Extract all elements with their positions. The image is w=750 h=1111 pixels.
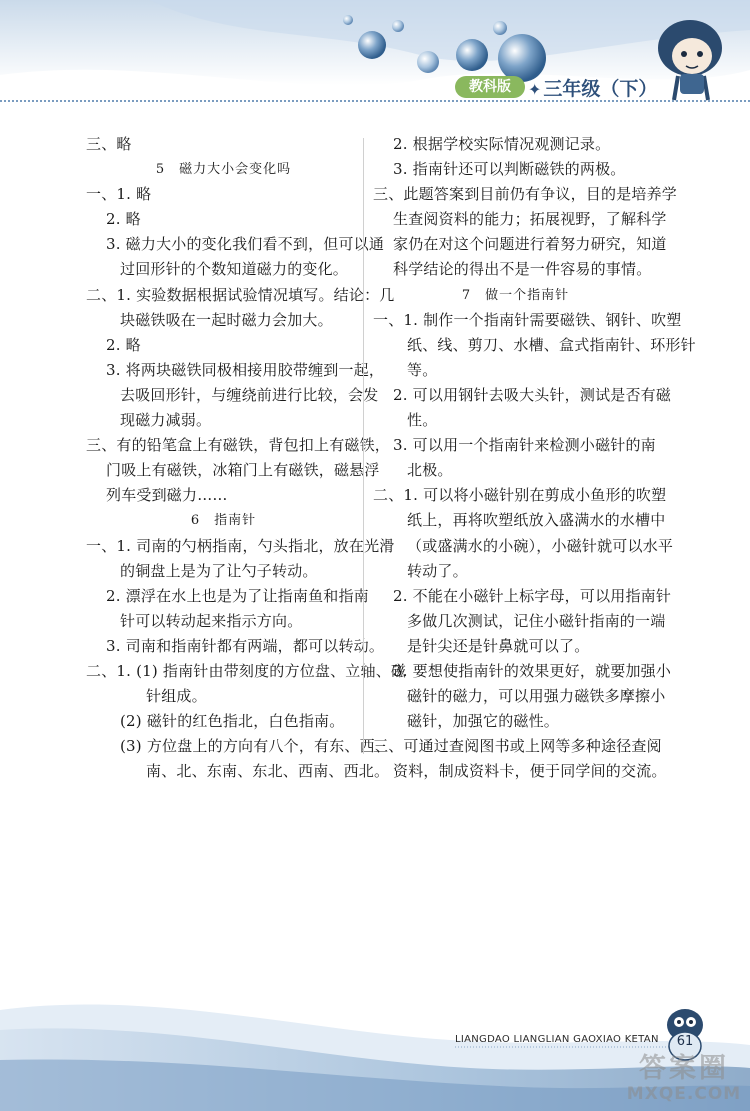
answer-line: 北极。 <box>407 461 453 480</box>
answer-line: 2. 略 <box>106 335 141 354</box>
watermark-en: MXQE.COM <box>626 1084 742 1104</box>
answer-line: 三、此题答案到目前仍有争议，目的是培养学 <box>373 185 678 204</box>
grade-label <box>528 74 657 101</box>
footer-pinyin-title: LIANGDAO LIANGLIAN GAOXIAO KETAN <box>455 1034 659 1045</box>
answer-line: 列车受到磁力…… <box>106 486 228 505</box>
answer-line: (2) 磁针的红色指北，白色指南。 <box>120 712 345 731</box>
answer-line: 是针尖还是针鼻就可以了。 <box>407 636 590 655</box>
answer-line: 2. 略 <box>106 210 141 229</box>
answer-line: 3. 磁力大小的变化我们看不到，但可以通 <box>106 235 385 254</box>
answer-line: 3. 将两块磁铁同极相接用胶带缠到一起， <box>106 360 385 379</box>
plus-star-icon: ✦ <box>528 80 542 99</box>
answer-line: 2. 不能在小磁针上标字母，可以用指南针 <box>393 586 672 605</box>
answer-line: 一、1. 制作一个指南针需要磁铁、钢针、吹塑 <box>373 310 682 329</box>
answer-line: (3) 方位盘上的方向有八个，有东、西、 <box>120 737 391 756</box>
answer-line: 门吸上有磁铁，冰箱门上有磁铁，磁悬浮 <box>106 461 380 480</box>
answer-line: 多做几次测试，记住小磁针指南的一端 <box>407 611 666 630</box>
answer-line: 科学结论的得出不是一件容易的事情。 <box>393 260 652 279</box>
answer-line: 资料，制成资料卡，便于同学间的交流。 <box>393 762 667 781</box>
answer-line: 2. 漂浮在水上也是为了让指南鱼和指南 <box>106 586 369 605</box>
answer-line: 二、1. 实验数据根据试验情况填写。结论：几 <box>86 285 395 304</box>
answer-line: 等。 <box>407 360 438 379</box>
answer-line: 针组成。 <box>146 687 207 706</box>
section-title: 6 指南针 <box>190 513 257 529</box>
answer-line: 现磁力减弱。 <box>120 411 212 430</box>
answer-line: 三、略 <box>86 135 132 153</box>
answer-line: 2. 根据学校实际情况观测记录。 <box>393 135 611 153</box>
answer-line: 磁针，加强它的磁性。 <box>407 712 560 731</box>
answer-line: 磁针的磁力，可以用强力磁铁多摩擦小 <box>407 687 666 706</box>
answer-line: 2. 可以用钢针去吸大头针，测试是否有磁 <box>393 385 672 404</box>
answer-line: 三、可通过查阅图书或上网等多种途径查阅 <box>373 737 662 756</box>
edition-badge: 教科版 <box>455 76 525 98</box>
answer-line: （或盛满水的小碗），小磁针就可以水平 <box>407 536 674 555</box>
watermark-cn: 答案圈 <box>639 1053 729 1084</box>
section-title: 5 磁力大小会变化吗 <box>155 162 292 178</box>
answer-line: 纸、线、剪刀、水槽、盒式指南针、环形针 <box>407 335 696 354</box>
answer-line: 性。 <box>407 411 438 430</box>
answer-line: 3. 可以用一个指南针来检测小磁针的南 <box>393 436 656 455</box>
answer-line: 生查阅资料的能力；拓展视野，了解科学 <box>393 210 667 229</box>
answer-line: 一、1. 略 <box>86 185 152 204</box>
answer-line: 3. 指南针还可以判断磁铁的两极。 <box>393 160 626 179</box>
answer-line: 的铜盘上是为了让勺子转动。 <box>120 561 318 580</box>
answer-line: 家仍在对这个问题进行着努力研究，知道 <box>393 235 667 254</box>
section-title: 7 做一个指南针 <box>461 287 570 303</box>
grade-text: 三年级（下） <box>543 78 658 100</box>
answer-line: 二、1. (1) 指南针由带刻度的方位盘、立轴、磁 <box>86 661 407 680</box>
answer-line: 纸上，再将吹塑纸放入盛满水的水槽中 <box>407 511 666 530</box>
right-column <box>373 132 696 784</box>
answer-line: 南、北、东南、东北、西南、西北。 <box>146 762 390 781</box>
answer-line: 过回形针的个数知道磁力的变化。 <box>120 260 349 279</box>
answer-line: 3. 要想使指南针的效果更好，就要加强小 <box>393 661 672 680</box>
column-divider <box>363 138 364 754</box>
page-number: 61 <box>676 1034 694 1049</box>
cartoon-boy-icon <box>658 20 722 100</box>
left-column <box>86 132 407 784</box>
answer-line: 转动了。 <box>407 561 468 580</box>
answer-line: 3. 司南和指南针都有两端，都可以转动。 <box>106 636 385 655</box>
answer-line: 去吸回形针，与缠绕前进行比较，会发 <box>120 385 379 404</box>
answer-line: 块磁铁吸在一起时磁力会加大。 <box>120 310 333 329</box>
answer-line: 二、1. 可以将小磁针别在剪成小鱼形的吹塑 <box>373 486 667 505</box>
watermark <box>622 1054 746 1104</box>
answer-line: 针可以转动起来指示方向。 <box>120 611 303 630</box>
answer-line: 三、有的铅笔盒上有磁铁，背包扣上有磁铁， <box>86 436 391 455</box>
answer-line: 一、1. 司南的勺柄指南，勺头指北，放在光滑 <box>86 536 395 555</box>
